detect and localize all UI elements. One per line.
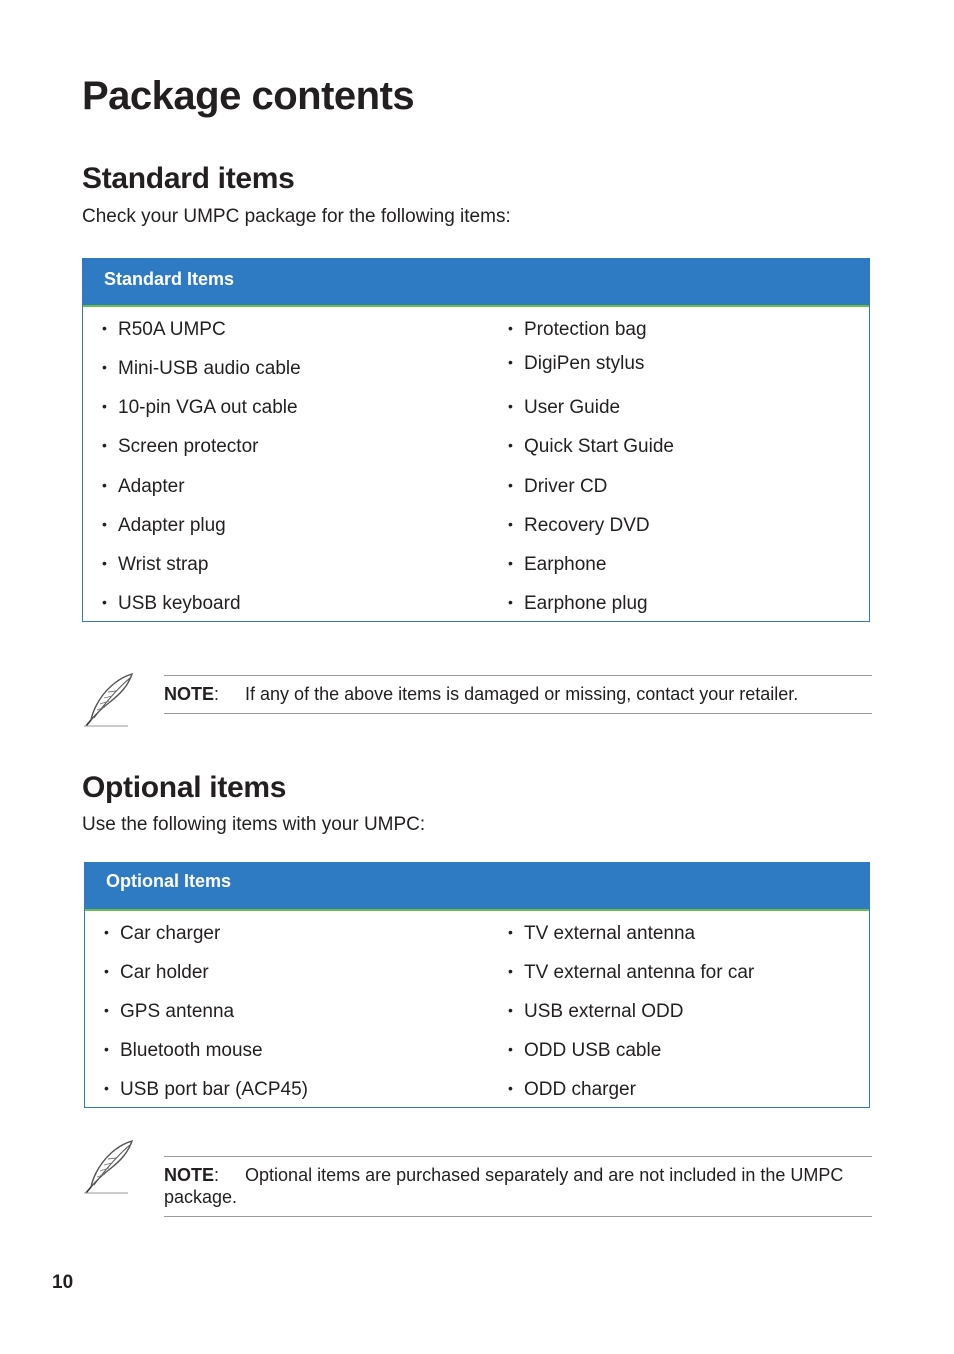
list-item: • Wrist strap [102,554,209,575]
note-text: If any of the above items is damaged or missing, contact your retailer. [245,684,799,704]
bullet-icon: • [102,398,107,414]
note-text: Optional items are purchased separately and are not included in the UMPC package. [164,1165,844,1207]
list-item: • Driver CD [508,476,608,497]
bullet-icon: • [508,1080,513,1096]
list-item: • Car holder [104,962,209,983]
list-item: • Screen protector [102,436,259,457]
bullet-icon: • [508,437,513,453]
list-item: • USB external ODD [508,1001,684,1022]
feather-quill-icon [82,1137,140,1195]
bullet-icon: • [102,359,107,375]
bullet-icon: • [508,963,513,979]
bullet-icon: • [508,1002,513,1018]
bullet-icon: • [508,477,513,493]
list-item: • Quick Start Guide [508,436,674,457]
optional-items-table-header: Optional Items [85,863,869,911]
list-item: • Mini-USB audio cable [102,358,301,379]
bullet-icon: • [508,516,513,532]
bullet-icon: • [508,354,513,370]
bullet-icon: • [508,555,513,571]
list-item: • Adapter plug [102,515,226,536]
list-item: • Earphone [508,554,607,575]
optional-items-intro: Use the following items with your UMPC: [82,814,426,835]
bullet-icon: • [102,516,107,532]
optional-items-table [84,862,870,1108]
list-item: • DigiPen stylus [508,353,645,374]
list-item: • TV external antenna for car [508,962,755,983]
bullet-icon: • [104,1041,109,1057]
page-title: Package contents [82,74,415,118]
bullet-icon: • [102,320,107,336]
note-label: NOTE [164,684,215,704]
list-item: • Car charger [104,923,221,944]
list-item: • USB port bar (ACP45) [104,1079,308,1100]
bullet-icon: • [102,555,107,571]
list-item: • R50A UMPC [102,319,226,340]
bullet-icon: • [508,1041,513,1057]
list-item: • Bluetooth mouse [104,1040,263,1061]
list-item: • Recovery DVD [508,515,650,536]
list-item: • Adapter [102,476,185,497]
standard-items-heading: Standard items [82,162,295,195]
list-item: • ODD charger [508,1079,636,1100]
list-item: • Earphone plug [508,593,648,614]
optional-items-heading: Optional items [82,771,287,804]
bullet-icon: • [104,1080,109,1096]
bullet-icon: • [104,963,109,979]
standard-items-table-header: Standard Items [83,259,869,307]
feather-quill-icon [82,670,140,728]
page-number: 10 [52,1272,74,1293]
list-item: • ODD USB cable [508,1040,662,1061]
list-item: • 10-pin VGA out cable [102,397,298,418]
standard-items-intro: Check your UMPC package for the following items: [82,206,511,227]
bullet-icon: • [102,594,107,610]
bullet-icon: • [102,437,107,453]
note-optional-items: NOTE: Optional items are purchased separately and are not included in the UMPC package. [164,1156,872,1217]
standard-items-table [82,258,870,622]
bullet-icon: • [104,1002,109,1018]
list-item: • USB keyboard [102,593,241,614]
bullet-icon: • [508,320,513,336]
bullet-icon: • [508,594,513,610]
note-label: NOTE [164,1165,215,1185]
list-item: • Protection bag [508,319,647,340]
bullet-icon: • [104,924,109,940]
bullet-icon: • [508,924,513,940]
bullet-icon: • [102,477,107,493]
note-damaged-items: NOTE: If any of the above items is damaged or missing, contact your retailer. [164,675,872,714]
bullet-icon: • [508,398,513,414]
list-item: • GPS antenna [104,1001,235,1022]
list-item: • TV external antenna [508,923,696,944]
list-item: • User Guide [508,397,621,418]
